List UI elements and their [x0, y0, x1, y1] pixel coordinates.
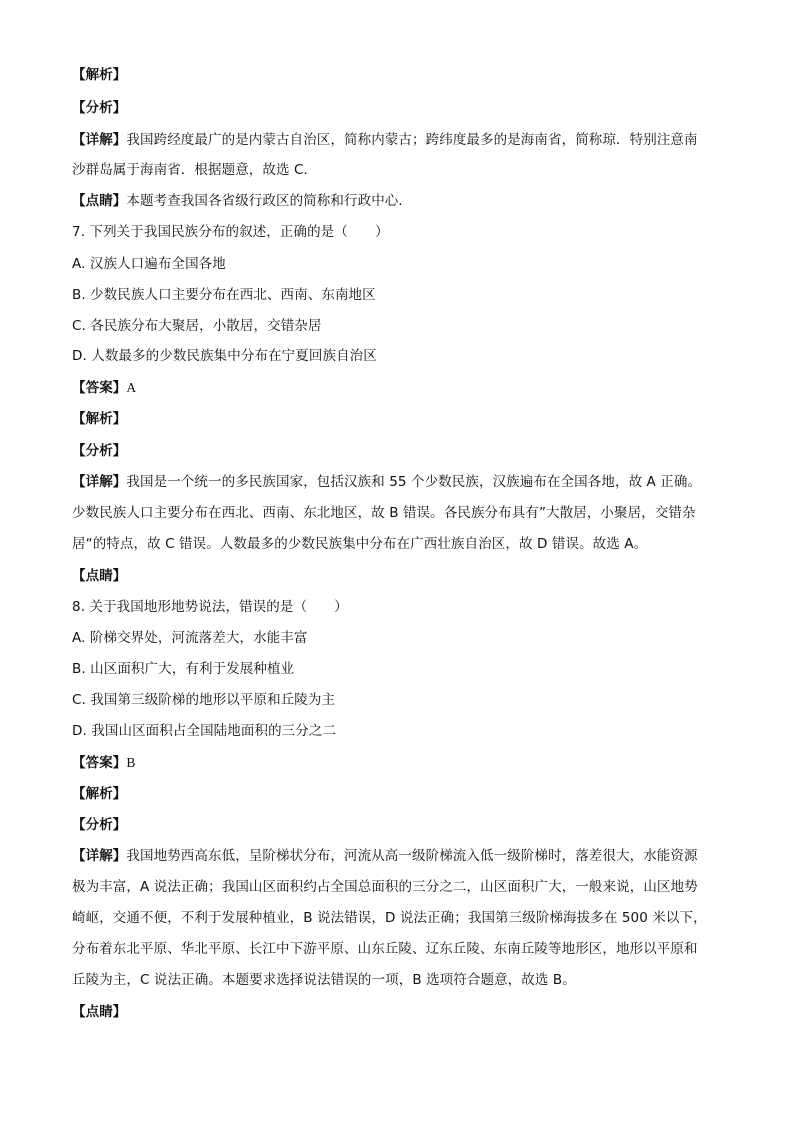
- q8-detail-line-3: 崎岖，交通不便，不利于发展种植业，B 说法错误，D 说法正确；我国第三级阶梯海拔多在 500 米以下，: [72, 910, 707, 926]
- q8-option-c: C. 我国第三级阶梯的地形以平原和丘陵为主: [72, 692, 336, 708]
- q7-detail-line-2: 少数民族人口主要分布在西北、西南、东北地区，故 B 错误。各民族分布具有”大散居，小聚居，交错杂: [72, 505, 696, 521]
- q8-detail-line-5: 丘陵为主，C 说法正确。本题要求选择说法错误的一项，B 选项符合题意，故选 B。: [72, 972, 576, 988]
- q8-detail-text-1: 我国地势西高东低，呈阶梯状分布，河流从高一级阶梯流入低一级阶梯时，落差很大，水能资源: [126, 848, 698, 864]
- q8-answer-value: B: [126, 755, 136, 770]
- q6-breakdown-label: 【分析】: [72, 100, 127, 116]
- q7-detail-text-1: 我国是一个统一的多民族国家，包括汉族和 55 个少数民族，汉族遍布在全国各地，故 A 正确。: [126, 474, 702, 490]
- q7-detail-line-1: [72, 472, 722, 492]
- q8-comment-label: 【点睛】: [72, 1004, 127, 1020]
- q8-detail-line-4: 分布着东北平原、华北平原、长江中下游平原、山东丘陵、辽东丘陵、东南丘陵等地形区，地形以平原和: [72, 941, 698, 957]
- q7-answer-value: A: [126, 380, 137, 395]
- q7-option-d: D. 人数最多的少数民族集中分布在宁夏回族自治区: [72, 348, 377, 364]
- q8-answer-line: [72, 753, 722, 773]
- q7-detail-line-3: 居“的特点，故 C 错误。人数最多的少数民族集中分布在广西壮族自治区，故 D 错误。故选 A。: [72, 536, 648, 552]
- q6-analysis-label: 【解析】: [72, 67, 127, 83]
- q8-detail-line-1: [72, 846, 722, 866]
- q7-answer-line: [72, 378, 722, 398]
- q6-detail-text-1: 我国跨经度最广的是内蒙古自治区，简称内蒙古；跨纬度最多的是海南省，简称琼．特别注意南: [126, 132, 698, 148]
- q8-detail-label: 【详解】: [72, 848, 127, 864]
- q7-comment-label: 【点睛】: [72, 568, 127, 584]
- q8-breakdown-label: 【分析】: [72, 817, 127, 833]
- q8-stem: 8. 关于我国地形地势说法，错误的是（ ）: [72, 599, 348, 615]
- q6-comment-text: 本题考查我国各省级行政区的简称和行政中心．: [126, 193, 413, 209]
- q8-option-a: A. 阶梯交界处，河流落差大，水能丰富: [72, 630, 308, 646]
- q7-option-b: B. 少数民族人口主要分布在西北、西南、东南地区: [72, 287, 376, 303]
- q8-detail-line-2: 极为丰富，A 说法正确；我国山区面积约占全国总面积的三分之二，山区面积广大，一般来说，山区地势: [72, 879, 698, 895]
- q6-detail-line-2: 沙群岛属于海南省．根据题意，故选 C．: [72, 162, 318, 178]
- q8-option-d: D. 我国山区面积占全国陆地面积的三分之二: [72, 723, 337, 739]
- q7-option-a: A. 汉族人口遍布全国各地: [72, 256, 226, 272]
- q8-analysis-label: 【解析】: [72, 786, 127, 802]
- q6-comment-line: [72, 191, 722, 211]
- q8-answer-label: 【答案】: [72, 755, 127, 771]
- q6-comment-label: 【点睛】: [72, 193, 127, 209]
- q6-detail-label: 【详解】: [72, 132, 127, 148]
- q7-detail-label: 【详解】: [72, 474, 127, 490]
- q8-option-b: B. 山区面积广大，有利于发展种植业: [72, 661, 295, 677]
- q7-stem: 7. 下列关于我国民族分布的叙述，正确的是（ ）: [72, 224, 389, 240]
- q7-answer-label: 【答案】: [72, 380, 127, 396]
- q7-breakdown-label: 【分析】: [72, 443, 127, 459]
- q7-analysis-label: 【解析】: [72, 411, 127, 427]
- q6-detail-line-1: [72, 130, 722, 150]
- q7-option-c: C. 各民族分布大聚居，小散居，交错杂居: [72, 318, 322, 334]
